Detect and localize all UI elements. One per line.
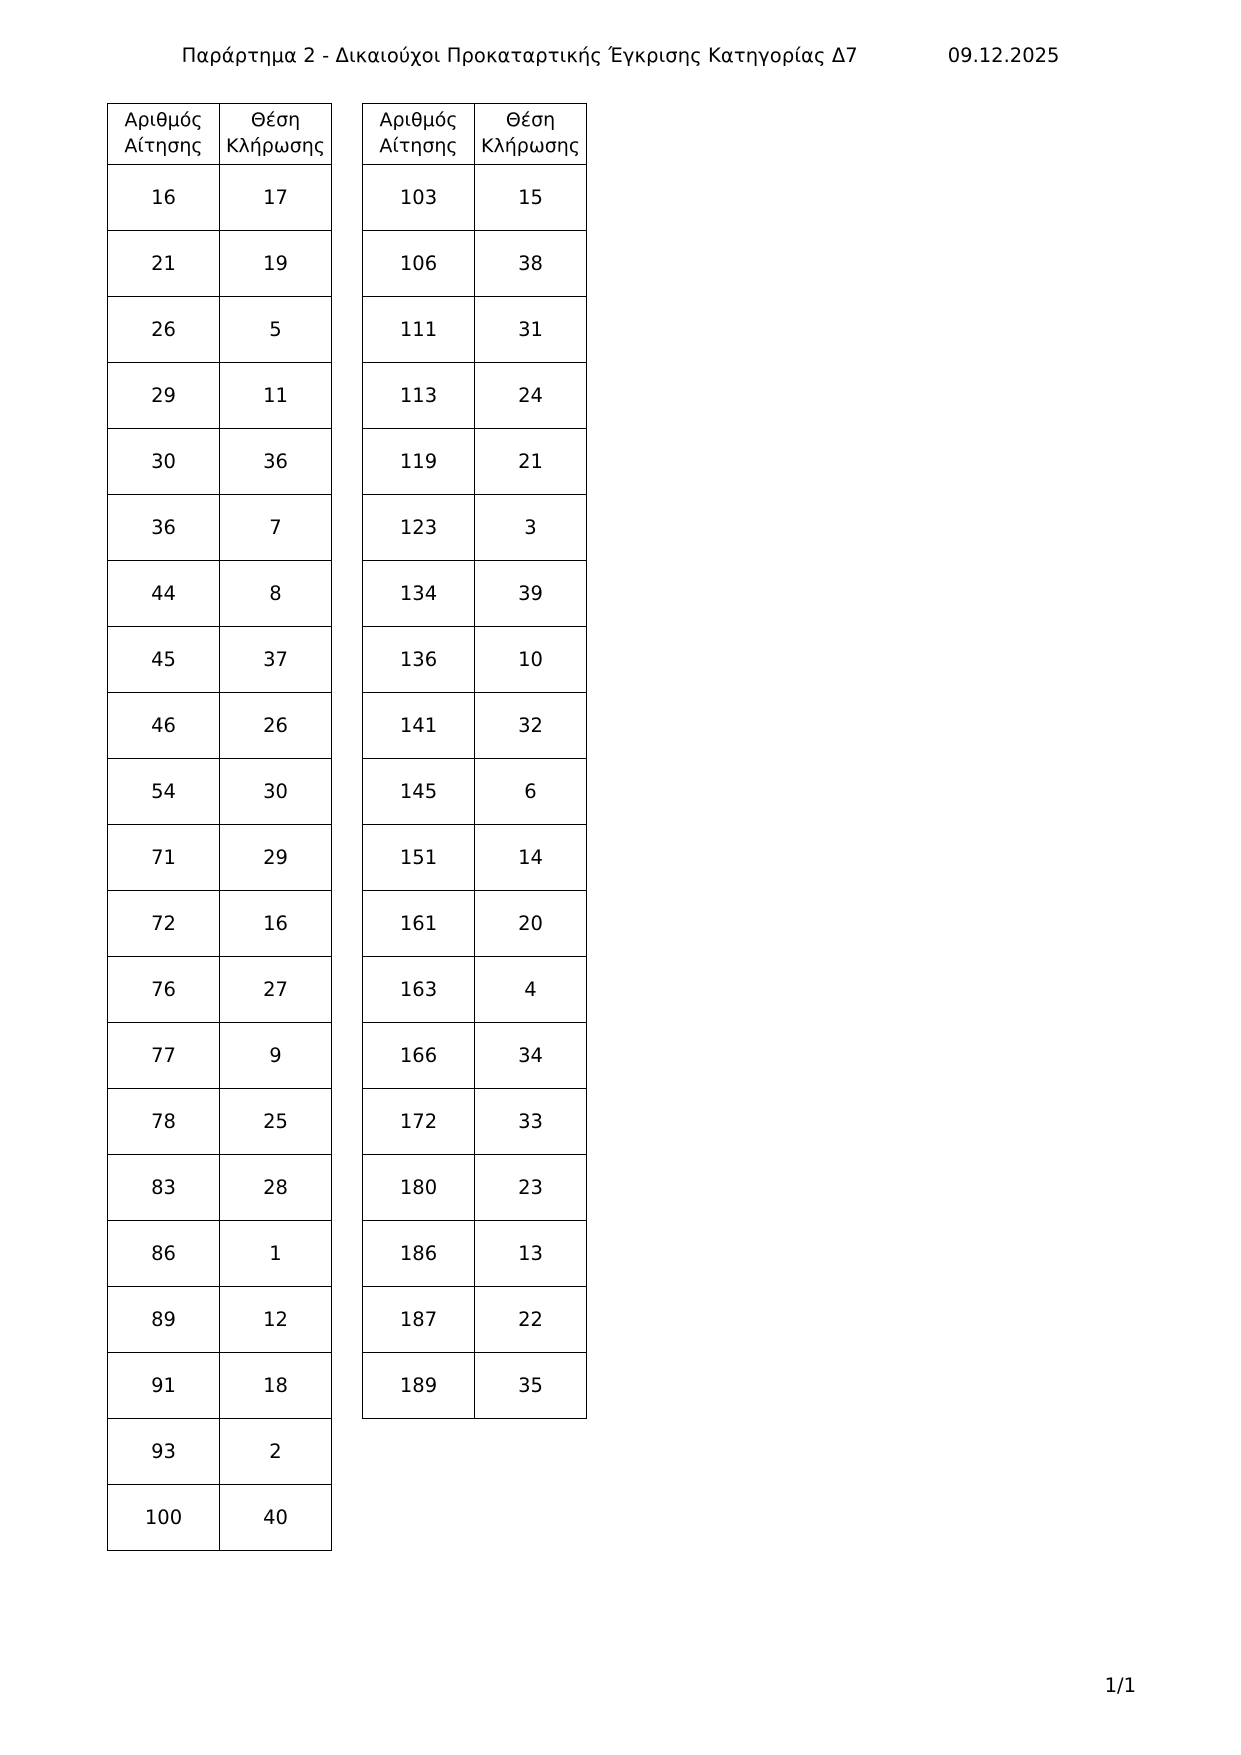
column-header-line1: Θέση	[250, 109, 301, 132]
table-row	[363, 759, 587, 825]
table-row	[363, 363, 587, 429]
table-row	[108, 363, 332, 429]
cell-draw-position: 27	[220, 957, 332, 1023]
cell-draw-position: 17	[220, 165, 332, 231]
cell-draw-position: 29	[220, 825, 332, 891]
cell-draw-position: 32	[475, 693, 587, 759]
cell-application-number: 46	[108, 693, 220, 759]
cell-application-number: 21	[108, 231, 220, 297]
column-header-line1: Θέση	[505, 109, 556, 132]
cell-application-number: 187	[363, 1287, 475, 1353]
cell-application-number: 145	[363, 759, 475, 825]
cell-application-number: 111	[363, 297, 475, 363]
cell-draw-position: 21	[475, 429, 587, 495]
table-row	[363, 231, 587, 297]
table-row	[363, 1089, 587, 1155]
table-row	[363, 297, 587, 363]
cell-draw-position: 26	[220, 693, 332, 759]
column-header-draw-position	[220, 104, 332, 165]
cell-application-number: 93	[108, 1419, 220, 1485]
cell-application-number: 136	[363, 627, 475, 693]
table-header-row	[108, 104, 332, 165]
column-header-line2: Αίτησης	[379, 135, 458, 157]
table-body-right	[363, 165, 587, 1419]
cell-draw-position: 12	[220, 1287, 332, 1353]
cell-draw-position: 33	[475, 1089, 587, 1155]
table-row	[108, 1485, 332, 1551]
cell-application-number: 151	[363, 825, 475, 891]
cell-draw-position: 36	[220, 429, 332, 495]
cell-draw-position: 18	[220, 1353, 332, 1419]
cell-draw-position: 1	[220, 1221, 332, 1287]
table-row	[363, 627, 587, 693]
table-row	[108, 1155, 332, 1221]
column-header-line2: Αίτησης	[124, 135, 203, 157]
cell-draw-position: 7	[220, 495, 332, 561]
cell-draw-position: 34	[475, 1023, 587, 1089]
cell-application-number: 119	[363, 429, 475, 495]
cell-application-number: 76	[108, 957, 220, 1023]
cell-application-number: 26	[108, 297, 220, 363]
cell-draw-position: 25	[220, 1089, 332, 1155]
table-row	[108, 1419, 332, 1485]
cell-application-number: 45	[108, 627, 220, 693]
cell-draw-position: 39	[475, 561, 587, 627]
cell-application-number: 54	[108, 759, 220, 825]
cell-draw-position: 10	[475, 627, 587, 693]
cell-draw-position: 6	[475, 759, 587, 825]
table-row	[108, 429, 332, 495]
cell-application-number: 16	[108, 165, 220, 231]
cell-application-number: 83	[108, 1155, 220, 1221]
cell-draw-position: 14	[475, 825, 587, 891]
cell-draw-position: 4	[475, 957, 587, 1023]
cell-application-number: 78	[108, 1089, 220, 1155]
cell-application-number: 141	[363, 693, 475, 759]
cell-draw-position: 22	[475, 1287, 587, 1353]
cell-draw-position: 40	[220, 1485, 332, 1551]
table-row	[363, 561, 587, 627]
table-row	[108, 957, 332, 1023]
applicants-table-right	[362, 103, 587, 1419]
cell-draw-position: 30	[220, 759, 332, 825]
table-row	[108, 1023, 332, 1089]
table-row	[363, 693, 587, 759]
table-row	[363, 1155, 587, 1221]
column-header-line1: Αριθμός	[124, 109, 203, 132]
cell-application-number: 123	[363, 495, 475, 561]
cell-application-number: 172	[363, 1089, 475, 1155]
cell-draw-position: 8	[220, 561, 332, 627]
tables-container	[107, 103, 587, 1551]
cell-application-number: 29	[108, 363, 220, 429]
table-row	[108, 825, 332, 891]
cell-application-number: 36	[108, 495, 220, 561]
table-row	[363, 1353, 587, 1419]
table-row	[108, 1089, 332, 1155]
cell-draw-position: 31	[475, 297, 587, 363]
cell-draw-position: 2	[220, 1419, 332, 1485]
column-header-application-number	[108, 104, 220, 165]
column-header-application-number	[363, 104, 475, 165]
table-head	[363, 104, 587, 165]
cell-draw-position: 9	[220, 1023, 332, 1089]
page-title: Παράρτημα 2 - Δικαιούχοι Προκαταρτικής Έγκρισης Κατηγορίας Δ7	[181, 44, 858, 67]
table-row	[108, 759, 332, 825]
table-header-row	[363, 104, 587, 165]
cell-application-number: 161	[363, 891, 475, 957]
table-body-left	[108, 165, 332, 1551]
cell-application-number: 103	[363, 165, 475, 231]
applicants-table-left	[107, 103, 332, 1551]
table-row	[363, 1221, 587, 1287]
document-date: 09.12.2025	[947, 44, 1060, 67]
table-row	[108, 297, 332, 363]
table-row	[363, 1287, 587, 1353]
table-row	[108, 231, 332, 297]
cell-application-number: 186	[363, 1221, 475, 1287]
table-row	[108, 1287, 332, 1353]
cell-draw-position: 19	[220, 231, 332, 297]
cell-application-number: 72	[108, 891, 220, 957]
cell-application-number: 163	[363, 957, 475, 1023]
cell-application-number: 89	[108, 1287, 220, 1353]
table-row	[108, 891, 332, 957]
column-header-draw-position	[475, 104, 587, 165]
column-header-line1: Αριθμός	[379, 109, 458, 132]
cell-draw-position: 3	[475, 495, 587, 561]
cell-draw-position: 35	[475, 1353, 587, 1419]
cell-application-number: 189	[363, 1353, 475, 1419]
cell-application-number: 180	[363, 1155, 475, 1221]
cell-application-number: 71	[108, 825, 220, 891]
table-row	[363, 825, 587, 891]
table-row	[363, 429, 587, 495]
table-row	[363, 957, 587, 1023]
cell-draw-position: 13	[475, 1221, 587, 1287]
cell-application-number: 134	[363, 561, 475, 627]
cell-draw-position: 20	[475, 891, 587, 957]
cell-draw-position: 5	[220, 297, 332, 363]
cell-application-number: 30	[108, 429, 220, 495]
cell-application-number: 86	[108, 1221, 220, 1287]
table-row	[108, 1353, 332, 1419]
table-row	[108, 1221, 332, 1287]
cell-application-number: 77	[108, 1023, 220, 1089]
table-row	[363, 495, 587, 561]
cell-application-number: 44	[108, 561, 220, 627]
table-row	[108, 561, 332, 627]
cell-draw-position: 24	[475, 363, 587, 429]
table-row	[363, 165, 587, 231]
cell-application-number: 106	[363, 231, 475, 297]
cell-application-number: 166	[363, 1023, 475, 1089]
cell-application-number: 113	[363, 363, 475, 429]
table-head	[108, 104, 332, 165]
cell-draw-position: 23	[475, 1155, 587, 1221]
table-row	[363, 1023, 587, 1089]
cell-draw-position: 11	[220, 363, 332, 429]
table-row	[363, 891, 587, 957]
cell-draw-position: 16	[220, 891, 332, 957]
cell-draw-position: 28	[220, 1155, 332, 1221]
cell-application-number: 91	[108, 1353, 220, 1419]
cell-draw-position: 38	[475, 231, 587, 297]
column-header-line2: Κλήρωσης	[481, 135, 580, 157]
table-row	[108, 693, 332, 759]
table-row	[108, 627, 332, 693]
cell-draw-position: 15	[475, 165, 587, 231]
cell-draw-position: 37	[220, 627, 332, 693]
page-header	[0, 44, 1241, 67]
table-row	[108, 495, 332, 561]
cell-application-number: 100	[108, 1485, 220, 1551]
page-number: 1/1	[1104, 1674, 1136, 1697]
table-row	[108, 165, 332, 231]
column-header-line2: Κλήρωσης	[226, 135, 325, 157]
